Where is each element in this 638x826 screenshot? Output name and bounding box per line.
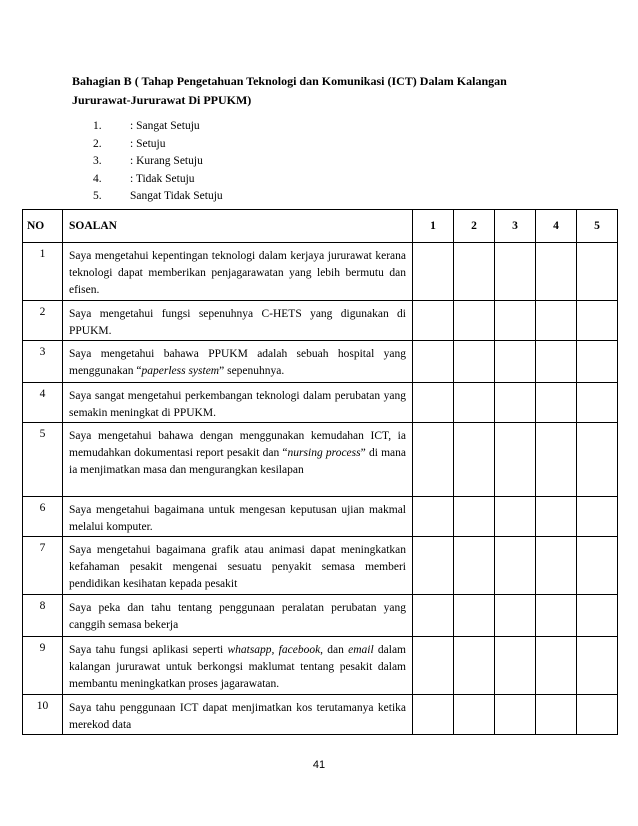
rating-cell-4[interactable] [536,423,577,497]
question-number: 4 [23,383,63,423]
rating-cell-4[interactable] [536,243,577,301]
question-text [63,497,413,537]
rating-cell-1[interactable] [413,383,454,423]
rating-cell-1[interactable] [413,595,454,637]
question-text [63,301,413,341]
question-text-part: Saya tahu penggunaan ICT dapat menjimatkan kos terutamanya ketika merekod data [69,702,406,731]
table-row [23,695,618,735]
rating-cell-5[interactable] [577,243,618,301]
rating-cell-4[interactable] [536,695,577,735]
rating-cell-5[interactable] [577,595,618,637]
scale-number: 3. [93,155,102,167]
rating-cell-3[interactable] [495,243,536,301]
header-scale-3: 3 [495,210,536,243]
scale-number: 4. [93,172,102,185]
rating-cell-2[interactable] [454,301,495,341]
rating-cell-1[interactable] [413,341,454,383]
scale-item [93,171,223,189]
rating-cell-3[interactable] [495,301,536,341]
rating-cell-2[interactable] [454,497,495,537]
rating-cell-5[interactable] [577,695,618,735]
rating-cell-2[interactable] [454,595,495,637]
scale-label: : Kurang Setuju [130,155,203,167]
rating-cell-1[interactable] [413,243,454,301]
rating-cell-5[interactable] [577,497,618,537]
scale-label: Sangat Tidak Setuju [130,190,223,202]
header-no: NO [23,210,63,243]
table-row [23,301,618,341]
rating-cell-2[interactable] [454,243,495,301]
table-row [23,595,618,637]
question-text-part: Saya mengetahui fungsi sepenuhnya C-HETS yang digunakan di PPUKM. [69,308,406,337]
table-row [23,341,618,383]
rating-cell-5[interactable] [577,301,618,341]
rating-cell-2[interactable] [454,637,495,695]
question-text-part: Saya mengetahui kepentingan teknologi dalam kerjaya jururawat kerana teknologi dapat memberikan penjagarawatan yang lebih bermutu dan efisen. [69,250,406,296]
page-number: 41 [312,759,326,771]
rating-cell-1[interactable] [413,497,454,537]
table-row [23,497,618,537]
question-number: 8 [23,595,63,637]
question-text-part: dalam kalangan jururawat untuk berkongsi maklumat tentang pesakit dalam membantu meningkatkan proses jagarawatan. [69,644,406,690]
question-text-part: Saya mengetahui bahawa PPUKM adalah sebuah hospital yang menggunakan “ [69,348,406,377]
question-text [63,595,413,637]
question-text-part: Saya sangat mengetahui perkembangan teknologi dalam perubatan yang semakin meningkat di PPUKM. [69,390,406,419]
rating-cell-3[interactable] [495,595,536,637]
question-text-part: Saya tahu fungsi aplikasi seperti [69,644,228,656]
rating-cell-2[interactable] [454,695,495,735]
rating-cell-3[interactable] [495,695,536,735]
question-number: 7 [23,537,63,595]
table-header-row [23,210,618,243]
rating-cell-4[interactable] [536,341,577,383]
table-row [23,423,618,497]
question-text [63,695,413,735]
rating-cell-2[interactable] [454,341,495,383]
question-text [63,537,413,595]
question-text [63,243,413,301]
rating-cell-1[interactable] [413,695,454,735]
table-row [23,383,618,423]
scale-number: 5. [93,190,102,202]
rating-cell-2[interactable] [454,383,495,423]
section-heading-line1: Bahagian B ( Tahap Pengetahuan Teknologi dan Komunikasi (ICT) Dalam Kalangan [72,74,507,88]
scale-item [93,118,223,136]
question-number: 2 [23,301,63,341]
rating-cell-4[interactable] [536,497,577,537]
question-text-italic: email [348,644,374,656]
rating-cell-4[interactable] [536,537,577,595]
section-heading [72,72,552,110]
table-row [23,537,618,595]
rating-cell-1[interactable] [413,301,454,341]
scale-item [93,153,223,171]
rating-cell-2[interactable] [454,423,495,497]
question-text [63,637,413,695]
question-text-part: , dan [320,644,349,656]
question-text-part: Saya mengetahui bagaimana grafik atau animasi dapat meningkatkan kefahaman pesakit mengenai sesuatu penyakit semasa memberi pendidikan kesihatan kepada pesakit [69,544,406,590]
rating-cell-5[interactable] [577,537,618,595]
question-text [63,423,413,497]
rating-cell-5[interactable] [577,637,618,695]
question-text-part: Saya mengetahui bahawa dengan menggunakan kemudahan ICT, ia memudahkan dokumentasi report pesakit dan “ [69,430,406,459]
rating-cell-4[interactable] [536,383,577,423]
question-text-part: Saya peka dan tahu tentang penggunaan peralatan perubatan yang canggih semasa bekerja [69,602,406,631]
header-scale-2: 2 [454,210,495,243]
question-text-italic: whatsapp, facebook [227,644,321,656]
question-number: 1 [23,243,63,301]
header-scale-1: 1 [413,210,454,243]
scale-number: 1. [93,120,102,132]
table-row [23,637,618,695]
scale-item [93,188,223,206]
questionnaire-table [22,209,618,735]
rating-scale-legend [93,118,223,206]
rating-cell-1[interactable] [413,423,454,497]
section-heading-line2: Jururawat-Jururawat Di PPUKM) [72,93,252,107]
header-question: SOALAN [63,210,413,243]
rating-cell-2[interactable] [454,537,495,595]
question-number: 10 [23,695,63,735]
rating-cell-3[interactable] [495,383,536,423]
header-scale-4: 4 [536,210,577,243]
rating-cell-1[interactable] [413,537,454,595]
question-text-part: ” sepenuhnya. [219,365,285,377]
scale-number: 2. [93,137,102,150]
rating-cell-4[interactable] [536,301,577,341]
rating-cell-4[interactable] [536,637,577,695]
scale-label: : Setuju [130,137,166,150]
question-number: 3 [23,341,63,383]
question-text [63,341,413,383]
rating-cell-4[interactable] [536,595,577,637]
rating-cell-3[interactable] [495,423,536,497]
header-scale-5: 5 [577,210,618,243]
rating-cell-1[interactable] [413,637,454,695]
rating-cell-5[interactable] [577,383,618,423]
scale-label: : Sangat Setuju [130,120,200,132]
rating-cell-3[interactable] [495,497,536,537]
rating-cell-5[interactable] [577,341,618,383]
rating-cell-3[interactable] [495,537,536,595]
scale-item [93,136,223,154]
scale-label: : Tidak Setuju [130,172,195,185]
rating-cell-5[interactable] [577,423,618,497]
question-number: 5 [23,423,63,497]
question-text-part: Saya mengetahui bagaimana untuk mengesan keputusan ujian makmal melalui komputer. [69,504,406,533]
rating-cell-3[interactable] [495,341,536,383]
question-text-part: ” di mana ia menjimatkan masa dan mengurangkan kesilapan [69,447,407,476]
question-text-italic: nursing process [287,447,361,459]
question-text [63,383,413,423]
rating-cell-3[interactable] [495,637,536,695]
question-number: 6 [23,497,63,537]
question-text-italic: paperless system [141,365,220,377]
question-number: 9 [23,637,63,695]
table-row [23,243,618,301]
